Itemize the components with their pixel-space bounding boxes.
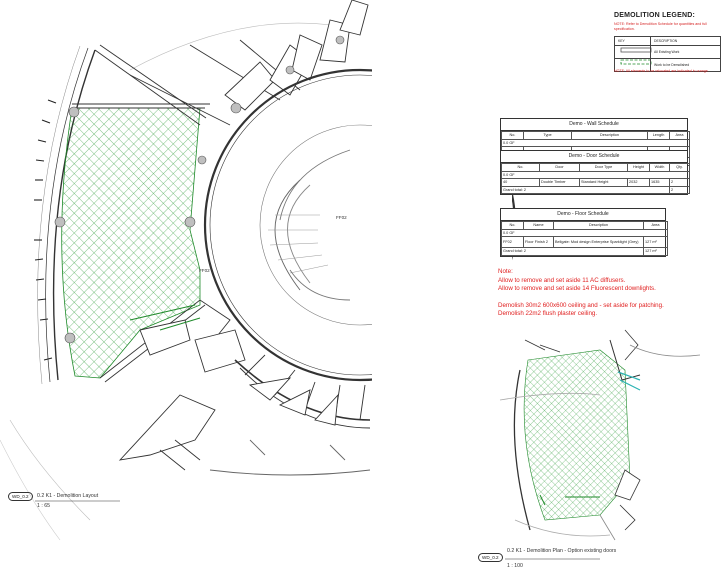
legend-key-header: KEY bbox=[615, 37, 651, 45]
legend-note: NOTE: Refer to Demolition Schedule for quantities and full specification. bbox=[614, 22, 707, 31]
view-title: 0.2 K1 - Demolition Plan - Option existing doors bbox=[507, 548, 617, 554]
room-label: FF02 bbox=[199, 268, 210, 273]
table-cell: 40 bbox=[502, 179, 540, 187]
table-cell: 2 bbox=[670, 179, 690, 187]
schedule-title: Demo - Wall Schedule bbox=[501, 119, 687, 131]
view-tag: WD_0.2 bbox=[8, 492, 33, 501]
schedule-title: Demo - Door Schedule bbox=[501, 151, 687, 163]
column-header: Width bbox=[650, 164, 670, 172]
column-header: Height bbox=[628, 164, 650, 172]
column-header: Name bbox=[524, 222, 554, 230]
legend-relocate-note: NOTE: All elements to be relocated are indicated in orange. bbox=[614, 69, 709, 73]
room-label: FF02 bbox=[336, 215, 347, 220]
legend-title: DEMOLITION LEGEND: bbox=[614, 12, 695, 19]
column-header: Door bbox=[540, 164, 580, 172]
note-line: Demolish 22m2 flush plaster ceiling. bbox=[498, 310, 598, 318]
table-cell: 2 bbox=[670, 186, 690, 194]
column-header: Area bbox=[644, 222, 668, 230]
group-row: 0.0 GF bbox=[502, 229, 668, 237]
view-scale: 1 : 100 bbox=[507, 563, 523, 569]
table-cell: Floor Finish 2 bbox=[524, 237, 554, 248]
group-row: 0.0 GF bbox=[502, 171, 690, 179]
column-header: No. bbox=[502, 132, 524, 140]
table-cell: 2032 bbox=[628, 179, 650, 187]
view-title: 0.2 K1 - Demolition Layout bbox=[37, 493, 99, 499]
table-cell: Bellgate: Mod design Enterprise Sparklight (Grey) bbox=[554, 237, 644, 248]
floor-schedule bbox=[500, 208, 666, 257]
note-line: Allow to remove and set aside 14 Fluorescent downlights. bbox=[498, 285, 656, 293]
view-scale: 1 : 65 bbox=[37, 503, 50, 509]
notes-heading: Note: bbox=[498, 268, 513, 275]
column-header: Description bbox=[554, 222, 644, 230]
option-plan bbox=[500, 330, 700, 540]
legend-table bbox=[614, 36, 721, 72]
grand-total: Grand total: 2 bbox=[502, 186, 670, 194]
note-line: Allow to remove and set aside 11 AC diffusers. bbox=[498, 276, 626, 284]
legend-key-cell bbox=[615, 46, 651, 58]
column-header: Qty. bbox=[670, 164, 690, 172]
column-header: No. bbox=[502, 222, 524, 230]
table-cell: Double Timber bbox=[540, 179, 580, 187]
table-cell: Standard Height bbox=[580, 179, 628, 187]
column-header: Description bbox=[572, 132, 648, 140]
group-row: 0.0 GF bbox=[502, 139, 690, 147]
column-header: Type bbox=[524, 132, 572, 140]
legend-desc-header: DESCRIPTION bbox=[654, 39, 678, 43]
column-header: No. bbox=[502, 164, 540, 172]
legend-row-demolish: Work to be Demolished bbox=[654, 63, 690, 67]
column-header: Length bbox=[648, 132, 670, 140]
demolition-notes bbox=[498, 268, 708, 319]
note-line: Demolish 30m2 600x600 ceiling and - set aside for patching. bbox=[498, 301, 664, 309]
column-header: Door Type bbox=[580, 164, 628, 172]
table-cell: FF02 bbox=[502, 237, 524, 248]
column-header: Area bbox=[670, 132, 690, 140]
grand-total: Grand total: 2 bbox=[502, 248, 644, 256]
table-cell: 127 m² bbox=[644, 237, 668, 248]
schedule-title: Demo - Floor Schedule bbox=[501, 209, 665, 221]
legend-row-existing: All Existing Work bbox=[654, 50, 680, 54]
door-schedule bbox=[500, 150, 688, 195]
table-cell: 127 m² bbox=[644, 248, 668, 256]
view-tag: WD_0.2 bbox=[478, 553, 503, 562]
table-cell: 1635 bbox=[650, 179, 670, 187]
